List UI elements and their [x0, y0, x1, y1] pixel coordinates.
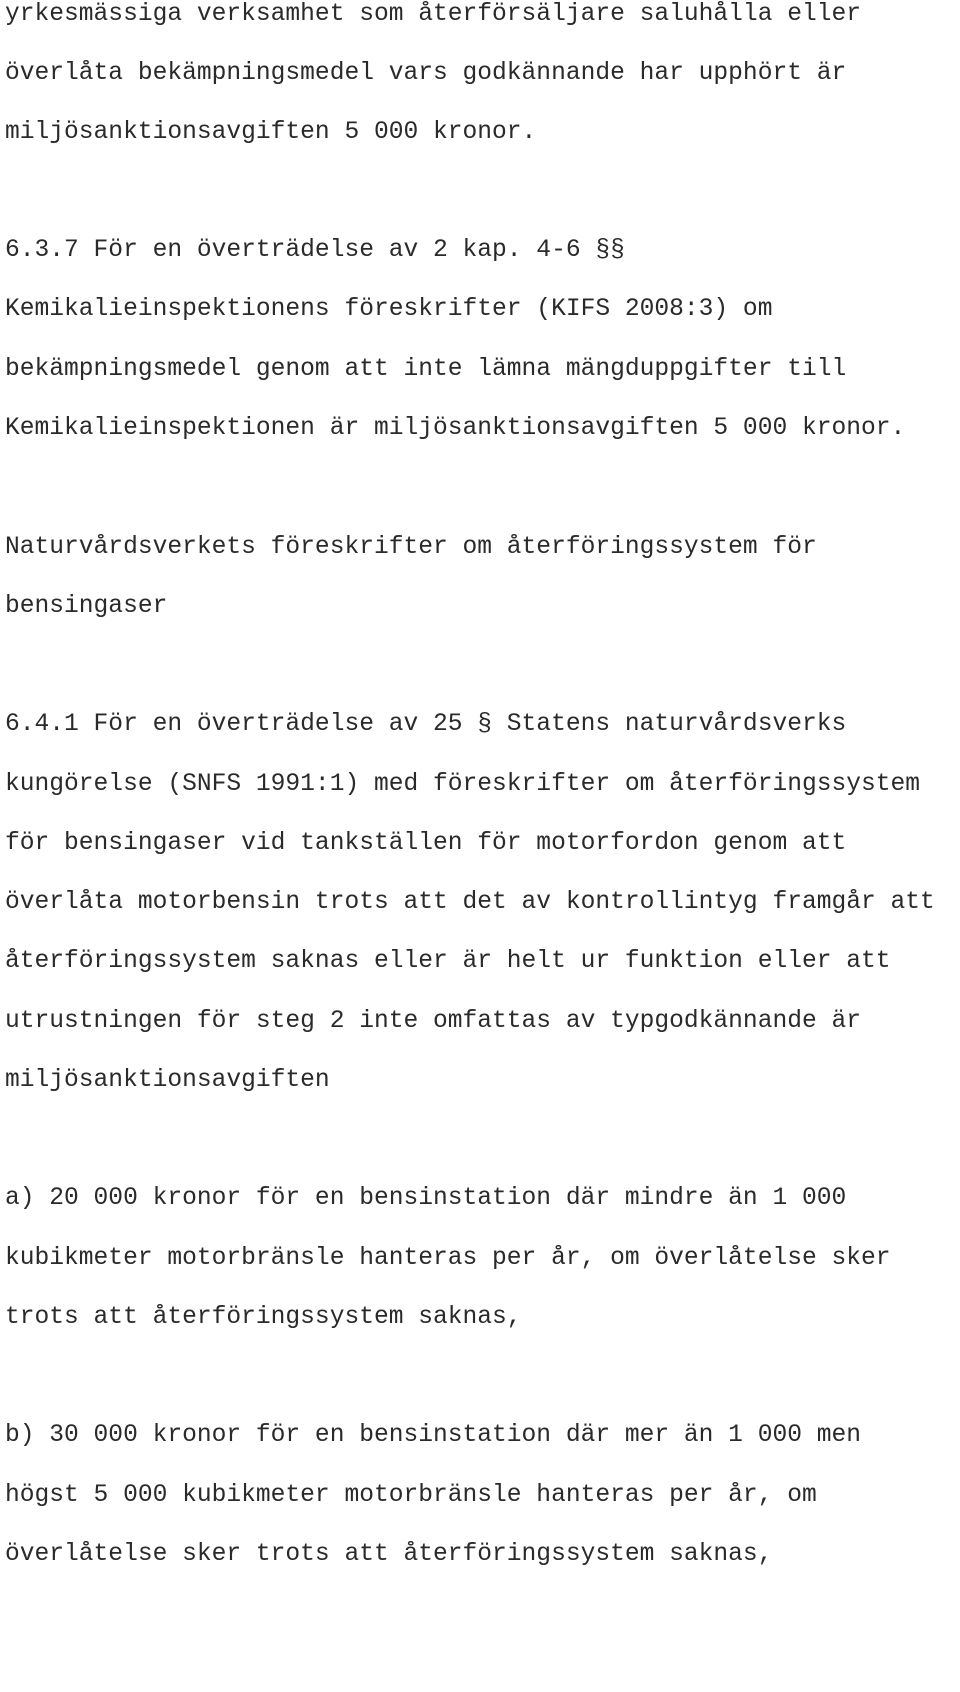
- text-line: yrkesmässiga verksamhet som återförsäljare saluhålla eller: [5, 1, 862, 28]
- text-line: överlåta bekämpningsmedel vars godkännande har upphört är: [5, 60, 847, 87]
- list-item-b: b) 30 000 kronor för en bensinstation där mer än 1 000 men: [5, 1422, 862, 1449]
- list-item-b: överlåtelse sker trots att återföringssystem saknas,: [5, 1541, 773, 1568]
- text-line: kungörelse (SNFS 1991:1) med föreskrifter om återföringssystem: [5, 771, 921, 798]
- section-heading: Naturvårdsverkets föreskrifter om återföringssystem för: [5, 534, 817, 561]
- text-line: Kemikalieinspektionens föreskrifter (KIFS 2008:3) om: [5, 296, 773, 323]
- text-line: för bensingaser vid tankställen för motorfordon genom att: [5, 830, 847, 857]
- list-item-a: kubikmeter motorbränsle hanteras per år, om överlåtelse sker: [5, 1245, 891, 1272]
- text-line: Kemikalieinspektionen är miljösanktionsavgiften 5 000 kronor.: [5, 415, 906, 442]
- text-line: 6.4.1 För en överträdelse av 25 § Statens naturvårdsverks: [5, 711, 847, 738]
- text-line: miljösanktionsavgiften: [5, 1067, 330, 1094]
- text-line: miljösanktionsavgiften 5 000 kronor.: [5, 119, 537, 146]
- text-line: överlåta motorbensin trots att det av kontrollintyg framgår att: [5, 889, 935, 916]
- section-heading: bensingaser: [5, 593, 168, 620]
- list-item-a: a) 20 000 kronor för en bensinstation där mindre än 1 000: [5, 1185, 847, 1212]
- list-item-a: trots att återföringssystem saknas,: [5, 1304, 522, 1331]
- text-line: utrustningen för steg 2 inte omfattas av typgodkännande är: [5, 1008, 862, 1035]
- list-item-b: högst 5 000 kubikmeter motorbränsle hanteras per år, om: [5, 1482, 817, 1509]
- text-line: återföringssystem saknas eller är helt ur funktion eller att: [5, 948, 891, 975]
- text-line: 6.3.7 För en överträdelse av 2 kap. 4-6 §§: [5, 237, 625, 264]
- text-line: bekämpningsmedel genom att inte lämna mängduppgifter till: [5, 356, 847, 383]
